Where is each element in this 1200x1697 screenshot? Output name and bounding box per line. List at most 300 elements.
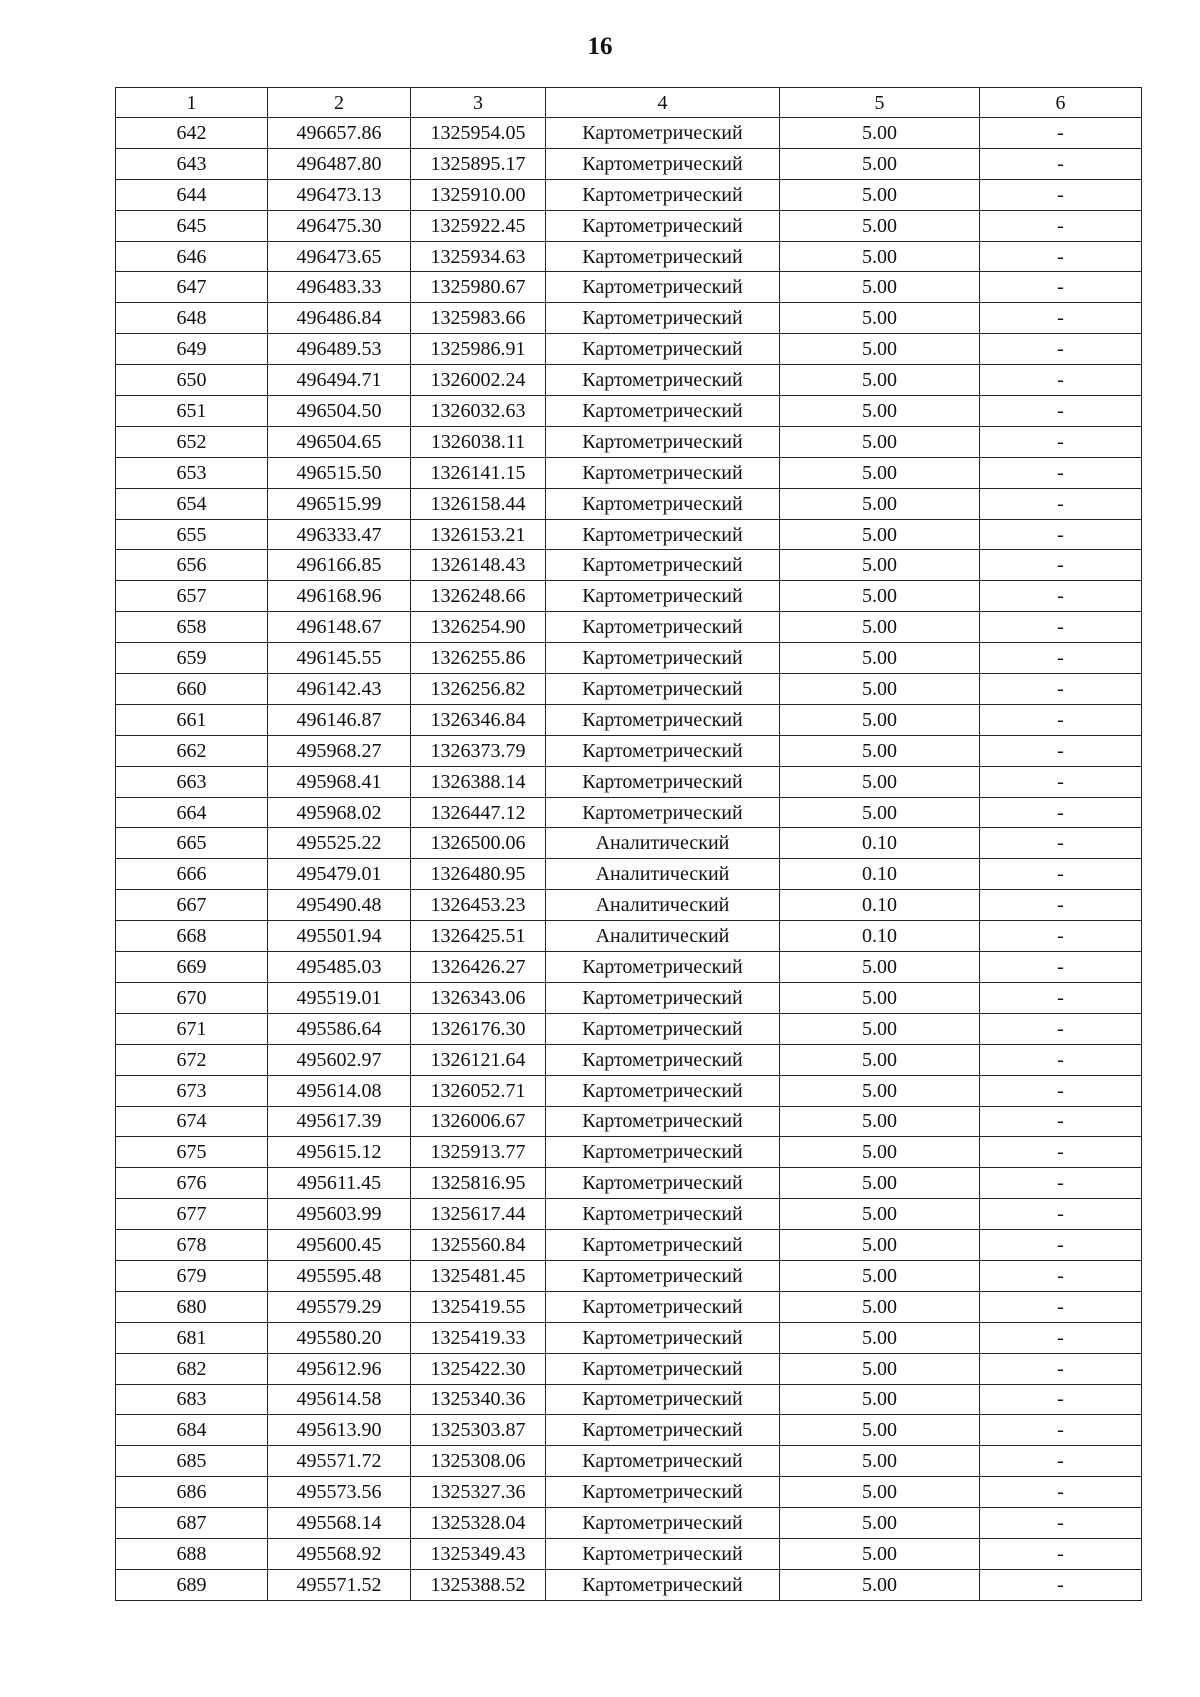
cell-coordinate-y: 1325308.06 [411,1446,546,1477]
cell-method: Картометрический [546,303,780,334]
table-header [116,88,1142,118]
cell-coordinate-x: 495580.20 [268,1322,411,1353]
cell-point-number: 651 [116,396,268,427]
cell-note: - [980,735,1142,766]
cell-point-number: 671 [116,1013,268,1044]
cell-coordinate-x: 495568.14 [268,1508,411,1539]
cell-coordinate-y: 1325328.04 [411,1508,546,1539]
cell-accuracy: 5.00 [780,488,980,519]
cell-note: - [980,1508,1142,1539]
cell-coordinate-x: 496489.53 [268,334,411,365]
cell-note: - [980,519,1142,550]
table-row [116,241,1142,272]
cell-accuracy: 5.00 [780,1446,980,1477]
cell-note: - [980,1106,1142,1137]
cell-accuracy: 0.10 [780,828,980,859]
cell-accuracy: 5.00 [780,519,980,550]
cell-accuracy: 5.00 [780,1044,980,1075]
cell-accuracy: 5.00 [780,457,980,488]
cell-coordinate-y: 1325910.00 [411,179,546,210]
cell-point-number: 670 [116,982,268,1013]
table-row [116,1446,1142,1477]
cell-accuracy: 5.00 [780,1384,980,1415]
table-row [116,303,1142,334]
cell-point-number: 682 [116,1353,268,1384]
cell-method: Картометрический [546,1013,780,1044]
cell-coordinate-x: 495614.58 [268,1384,411,1415]
table-row [116,735,1142,766]
cell-coordinate-x: 495579.29 [268,1291,411,1322]
cell-point-number: 643 [116,148,268,179]
column-header: 2 [268,88,411,118]
table-row [116,148,1142,179]
cell-coordinate-y: 1326176.30 [411,1013,546,1044]
table-row [116,488,1142,519]
cell-method: Картометрический [546,581,780,612]
cell-coordinate-y: 1326373.79 [411,735,546,766]
table-row [116,457,1142,488]
cell-accuracy: 5.00 [780,1230,980,1261]
table-row [116,1230,1142,1261]
cell-method: Картометрический [546,334,780,365]
cell-note: - [980,859,1142,890]
cell-point-number: 680 [116,1291,268,1322]
cell-note: - [980,1477,1142,1508]
cell-accuracy: 5.00 [780,643,980,674]
cell-method: Картометрический [546,704,780,735]
cell-coordinate-x: 495612.96 [268,1353,411,1384]
cell-accuracy: 5.00 [780,1106,980,1137]
cell-coordinate-x: 496657.86 [268,118,411,149]
cell-point-number: 655 [116,519,268,550]
cell-note: - [980,1446,1142,1477]
cell-note: - [980,1353,1142,1384]
cell-note: - [980,334,1142,365]
table-row [116,1260,1142,1291]
cell-coordinate-x: 495485.03 [268,952,411,983]
cell-coordinate-x: 495525.22 [268,828,411,859]
cell-method: Картометрический [546,1260,780,1291]
cell-method: Картометрический [546,1415,780,1446]
cell-point-number: 681 [116,1322,268,1353]
cell-accuracy: 0.10 [780,921,980,952]
cell-accuracy: 5.00 [780,674,980,705]
table-row [116,1538,1142,1569]
cell-method: Картометрический [546,674,780,705]
table-row [116,426,1142,457]
cell-coordinate-y: 1326425.51 [411,921,546,952]
cell-method: Картометрический [546,1291,780,1322]
table-row [116,1569,1142,1600]
cell-point-number: 656 [116,550,268,581]
cell-point-number: 672 [116,1044,268,1075]
cell-method: Картометрический [546,488,780,519]
cell-point-number: 654 [116,488,268,519]
cell-coordinate-x: 496515.99 [268,488,411,519]
cell-method: Картометрический [546,241,780,272]
page-number: 16 [587,33,613,60]
table-row [116,828,1142,859]
cell-note: - [980,581,1142,612]
cell-method: Картометрический [546,1569,780,1600]
cell-accuracy: 5.00 [780,1199,980,1230]
cell-coordinate-x: 496333.47 [268,519,411,550]
cell-point-number: 660 [116,674,268,705]
cell-note: - [980,148,1142,179]
cell-coordinate-y: 1326006.67 [411,1106,546,1137]
column-header: 1 [116,88,268,118]
table-row [116,890,1142,921]
cell-point-number: 662 [116,735,268,766]
cell-coordinate-y: 1326121.64 [411,1044,546,1075]
cell-coordinate-y: 1326447.12 [411,797,546,828]
cell-coordinate-x: 495586.64 [268,1013,411,1044]
cell-point-number: 679 [116,1260,268,1291]
table-row [116,1199,1142,1230]
cell-accuracy: 5.00 [780,1538,980,1569]
cell-note: - [980,1013,1142,1044]
cell-note: - [980,118,1142,149]
cell-method: Картометрический [546,1137,780,1168]
cell-point-number: 683 [116,1384,268,1415]
coordinates-table [115,87,1142,1601]
table-row [116,519,1142,550]
cell-accuracy: 5.00 [780,303,980,334]
table-row [116,797,1142,828]
cell-accuracy: 5.00 [780,272,980,303]
cell-coordinate-y: 1326426.27 [411,952,546,983]
cell-point-number: 686 [116,1477,268,1508]
cell-coordinate-x: 496145.55 [268,643,411,674]
cell-coordinate-x: 495968.27 [268,735,411,766]
cell-coordinate-x: 495519.01 [268,982,411,1013]
cell-coordinate-x: 495968.02 [268,797,411,828]
table-row [116,612,1142,643]
table-row [116,1322,1142,1353]
cell-accuracy: 5.00 [780,982,980,1013]
cell-accuracy: 5.00 [780,118,980,149]
cell-coordinate-y: 1325340.36 [411,1384,546,1415]
cell-method: Картометрический [546,148,780,179]
cell-coordinate-y: 1325816.95 [411,1168,546,1199]
cell-method: Картометрический [546,1230,780,1261]
cell-note: - [980,1230,1142,1261]
cell-accuracy: 5.00 [780,766,980,797]
table-row [116,1168,1142,1199]
cell-note: - [980,797,1142,828]
cell-method: Картометрический [546,426,780,457]
cell-coordinate-y: 1325481.45 [411,1260,546,1291]
cell-method: Картометрический [546,272,780,303]
cell-note: - [980,365,1142,396]
table-row [116,704,1142,735]
cell-coordinate-y: 1326032.63 [411,396,546,427]
cell-method: Картометрический [546,1199,780,1230]
cell-method: Аналитический [546,921,780,952]
cell-coordinate-x: 496487.80 [268,148,411,179]
cell-coordinate-y: 1326453.23 [411,890,546,921]
cell-point-number: 664 [116,797,268,828]
table-row [116,334,1142,365]
cell-coordinate-y: 1326153.21 [411,519,546,550]
cell-accuracy: 5.00 [780,1260,980,1291]
cell-accuracy: 5.00 [780,334,980,365]
cell-note: - [980,890,1142,921]
cell-coordinate-y: 1325983.66 [411,303,546,334]
cell-method: Картометрический [546,766,780,797]
cell-note: - [980,1168,1142,1199]
cell-coordinate-x: 495968.41 [268,766,411,797]
cell-note: - [980,457,1142,488]
cell-coordinate-x: 496515.50 [268,457,411,488]
cell-accuracy: 5.00 [780,797,980,828]
cell-point-number: 674 [116,1106,268,1137]
table-row [116,179,1142,210]
table-row [116,1477,1142,1508]
cell-coordinate-x: 495501.94 [268,921,411,952]
cell-coordinate-x: 496146.87 [268,704,411,735]
cell-coordinate-y: 1325349.43 [411,1538,546,1569]
cell-note: - [980,396,1142,427]
cell-note: - [980,1044,1142,1075]
column-header: 6 [980,88,1142,118]
cell-point-number: 646 [116,241,268,272]
table-row [116,1384,1142,1415]
cell-coordinate-x: 495568.92 [268,1538,411,1569]
table-row [116,396,1142,427]
cell-note: - [980,179,1142,210]
cell-method: Картометрический [546,1106,780,1137]
cell-coordinate-x: 495571.72 [268,1446,411,1477]
table-header-row [116,88,1142,118]
cell-note: - [980,1538,1142,1569]
cell-coordinate-x: 495613.90 [268,1415,411,1446]
table-row [116,581,1142,612]
cell-coordinate-x: 496168.96 [268,581,411,612]
table-row [116,1353,1142,1384]
cell-method: Картометрический [546,643,780,674]
cell-coordinate-x: 496483.33 [268,272,411,303]
cell-note: - [980,643,1142,674]
cell-coordinate-y: 1326158.44 [411,488,546,519]
cell-note: - [980,550,1142,581]
cell-accuracy: 5.00 [780,1353,980,1384]
cell-coordinate-x: 496148.67 [268,612,411,643]
cell-note: - [980,1075,1142,1106]
cell-point-number: 650 [116,365,268,396]
cell-note: - [980,1384,1142,1415]
cell-point-number: 677 [116,1199,268,1230]
cell-accuracy: 5.00 [780,1477,980,1508]
cell-coordinate-x: 495615.12 [268,1137,411,1168]
cell-coordinate-x: 495490.48 [268,890,411,921]
cell-coordinate-x: 496166.85 [268,550,411,581]
table-row [116,365,1142,396]
cell-point-number: 687 [116,1508,268,1539]
cell-coordinate-y: 1325419.55 [411,1291,546,1322]
cell-accuracy: 5.00 [780,1168,980,1199]
cell-accuracy: 5.00 [780,1137,980,1168]
cell-method: Картометрический [546,210,780,241]
column-header: 4 [546,88,780,118]
table-row [116,272,1142,303]
cell-method: Картометрический [546,550,780,581]
cell-coordinate-y: 1326500.06 [411,828,546,859]
cell-point-number: 685 [116,1446,268,1477]
cell-point-number: 642 [116,118,268,149]
cell-coordinate-y: 1325327.36 [411,1477,546,1508]
cell-point-number: 647 [116,272,268,303]
cell-coordinate-y: 1325388.52 [411,1569,546,1600]
cell-note: - [980,612,1142,643]
cell-accuracy: 5.00 [780,1013,980,1044]
cell-coordinate-x: 496486.84 [268,303,411,334]
cell-coordinate-y: 1325922.45 [411,210,546,241]
cell-coordinate-y: 1326248.66 [411,581,546,612]
cell-coordinate-y: 1325419.33 [411,1322,546,1353]
cell-point-number: 676 [116,1168,268,1199]
cell-coordinate-y: 1325895.17 [411,148,546,179]
cell-accuracy: 5.00 [780,581,980,612]
cell-accuracy: 5.00 [780,550,980,581]
cell-note: - [980,704,1142,735]
table-row [116,1137,1142,1168]
cell-coordinate-x: 495573.56 [268,1477,411,1508]
cell-method: Картометрический [546,1477,780,1508]
cell-accuracy: 5.00 [780,1569,980,1600]
cell-coordinate-x: 496142.43 [268,674,411,705]
cell-note: - [980,921,1142,952]
cell-method: Картометрический [546,797,780,828]
cell-point-number: 645 [116,210,268,241]
cell-coordinate-x: 496504.50 [268,396,411,427]
table-row [116,550,1142,581]
cell-accuracy: 5.00 [780,1322,980,1353]
cell-coordinate-y: 1326002.24 [411,365,546,396]
table-row [116,766,1142,797]
cell-coordinate-y: 1326038.11 [411,426,546,457]
cell-coordinate-x: 496473.13 [268,179,411,210]
cell-point-number: 653 [116,457,268,488]
cell-coordinate-x: 495479.01 [268,859,411,890]
table-row [116,1075,1142,1106]
cell-point-number: 666 [116,859,268,890]
cell-method: Картометрический [546,1538,780,1569]
cell-method: Аналитический [546,890,780,921]
cell-coordinate-y: 1326346.84 [411,704,546,735]
cell-accuracy: 5.00 [780,148,980,179]
column-header: 5 [780,88,980,118]
cell-point-number: 652 [116,426,268,457]
cell-note: - [980,766,1142,797]
cell-point-number: 675 [116,1137,268,1168]
table-row [116,1508,1142,1539]
table-row [116,118,1142,149]
cell-method: Картометрический [546,1508,780,1539]
cell-point-number: 688 [116,1538,268,1569]
cell-point-number: 649 [116,334,268,365]
cell-method: Картометрический [546,982,780,1013]
cell-method: Картометрический [546,365,780,396]
cell-method: Картометрический [546,1044,780,1075]
table-row [116,210,1142,241]
cell-accuracy: 5.00 [780,952,980,983]
column-header: 3 [411,88,546,118]
cell-accuracy: 5.00 [780,396,980,427]
cell-coordinate-y: 1326388.14 [411,766,546,797]
cell-method: Картометрический [546,612,780,643]
cell-accuracy: 5.00 [780,241,980,272]
cell-coordinate-y: 1326148.43 [411,550,546,581]
cell-note: - [980,303,1142,334]
table-body [116,118,1142,1601]
cell-point-number: 665 [116,828,268,859]
cell-note: - [980,1291,1142,1322]
cell-note: - [980,952,1142,983]
cell-note: - [980,982,1142,1013]
cell-point-number: 684 [116,1415,268,1446]
cell-point-number: 663 [116,766,268,797]
cell-note: - [980,426,1142,457]
cell-point-number: 668 [116,921,268,952]
cell-coordinate-y: 1325617.44 [411,1199,546,1230]
cell-coordinate-x: 495611.45 [268,1168,411,1199]
cell-method: Картометрический [546,519,780,550]
cell-note: - [980,1199,1142,1230]
cell-note: - [980,1260,1142,1291]
table-row [116,1044,1142,1075]
cell-coordinate-x: 495600.45 [268,1230,411,1261]
cell-method: Картометрический [546,1446,780,1477]
table-row [116,982,1142,1013]
cell-point-number: 669 [116,952,268,983]
cell-coordinate-y: 1326254.90 [411,612,546,643]
cell-point-number: 657 [116,581,268,612]
table-row [116,1415,1142,1446]
cell-point-number: 659 [116,643,268,674]
table-row [116,643,1142,674]
cell-note: - [980,272,1142,303]
cell-coordinate-y: 1325422.30 [411,1353,546,1384]
cell-method: Картометрический [546,1353,780,1384]
cell-accuracy: 5.00 [780,1415,980,1446]
cell-accuracy: 5.00 [780,210,980,241]
cell-coordinate-x: 496504.65 [268,426,411,457]
cell-note: - [980,1415,1142,1446]
cell-coordinate-y: 1325913.77 [411,1137,546,1168]
cell-coordinate-y: 1326141.15 [411,457,546,488]
cell-method: Картометрический [546,952,780,983]
cell-point-number: 689 [116,1569,268,1600]
cell-coordinate-x: 495614.08 [268,1075,411,1106]
cell-method: Картометрический [546,735,780,766]
cell-method: Аналитический [546,859,780,890]
cell-accuracy: 5.00 [780,612,980,643]
cell-coordinate-y: 1326052.71 [411,1075,546,1106]
cell-coordinate-x: 495595.48 [268,1260,411,1291]
cell-coordinate-x: 496494.71 [268,365,411,396]
cell-method: Картометрический [546,1322,780,1353]
cell-coordinate-y: 1326256.82 [411,674,546,705]
cell-accuracy: 0.10 [780,859,980,890]
cell-accuracy: 5.00 [780,704,980,735]
cell-coordinate-x: 496475.30 [268,210,411,241]
cell-method: Картометрический [546,1384,780,1415]
cell-coordinate-y: 1325560.84 [411,1230,546,1261]
cell-note: - [980,488,1142,519]
cell-coordinate-y: 1325303.87 [411,1415,546,1446]
table-row [116,674,1142,705]
